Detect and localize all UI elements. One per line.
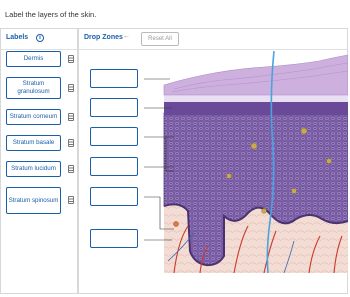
reset-all-button[interactable]: Reset All — [141, 32, 179, 46]
drop-zones-panel — [78, 28, 348, 294]
skin-layers-illustration — [144, 51, 348, 273]
drop-zones-panel-header — [79, 29, 347, 50]
labels-panel — [0, 28, 78, 294]
label-stratum-granulosum[interactable]: Stratum granulosum — [6, 77, 61, 99]
label-stratum-basale[interactable]: Stratum basale — [6, 135, 61, 151]
stratum-granulosum-layer — [164, 101, 348, 115]
drop-zone-4[interactable] — [90, 157, 138, 176]
label-stratum-corneum[interactable]: Stratum corneum — [6, 109, 61, 125]
grip-icon[interactable] — [68, 196, 74, 204]
arrow-left-icon: ← — [123, 33, 130, 40]
grip-icon[interactable] — [68, 55, 74, 63]
info-icon[interactable]: i — [36, 34, 44, 42]
instruction-text: Label the layers of the skin. — [5, 10, 97, 19]
drop-zone-5[interactable] — [90, 187, 138, 206]
grip-icon[interactable] — [68, 165, 74, 173]
stratum-lucidum-layer — [164, 95, 348, 102]
drop-zone-6[interactable] — [90, 229, 138, 248]
grip-icon[interactable] — [68, 139, 74, 147]
drop-zones-panel-title: Drop Zones — [84, 34, 123, 41]
grip-icon[interactable] — [68, 84, 74, 92]
drop-zone-2[interactable] — [90, 98, 138, 117]
drop-zone-3[interactable] — [90, 127, 138, 146]
label-stratum-spinosum[interactable]: Stratum spinosum — [6, 187, 61, 214]
label-stratum-lucidum[interactable]: Stratum lucidum — [6, 161, 61, 177]
grip-icon[interactable] — [68, 113, 74, 121]
drop-zone-1[interactable] — [90, 69, 138, 88]
labels-panel-header — [1, 29, 77, 50]
labels-panel-title: Labels — [6, 34, 29, 41]
label-dermis[interactable]: Dermis — [6, 51, 61, 67]
